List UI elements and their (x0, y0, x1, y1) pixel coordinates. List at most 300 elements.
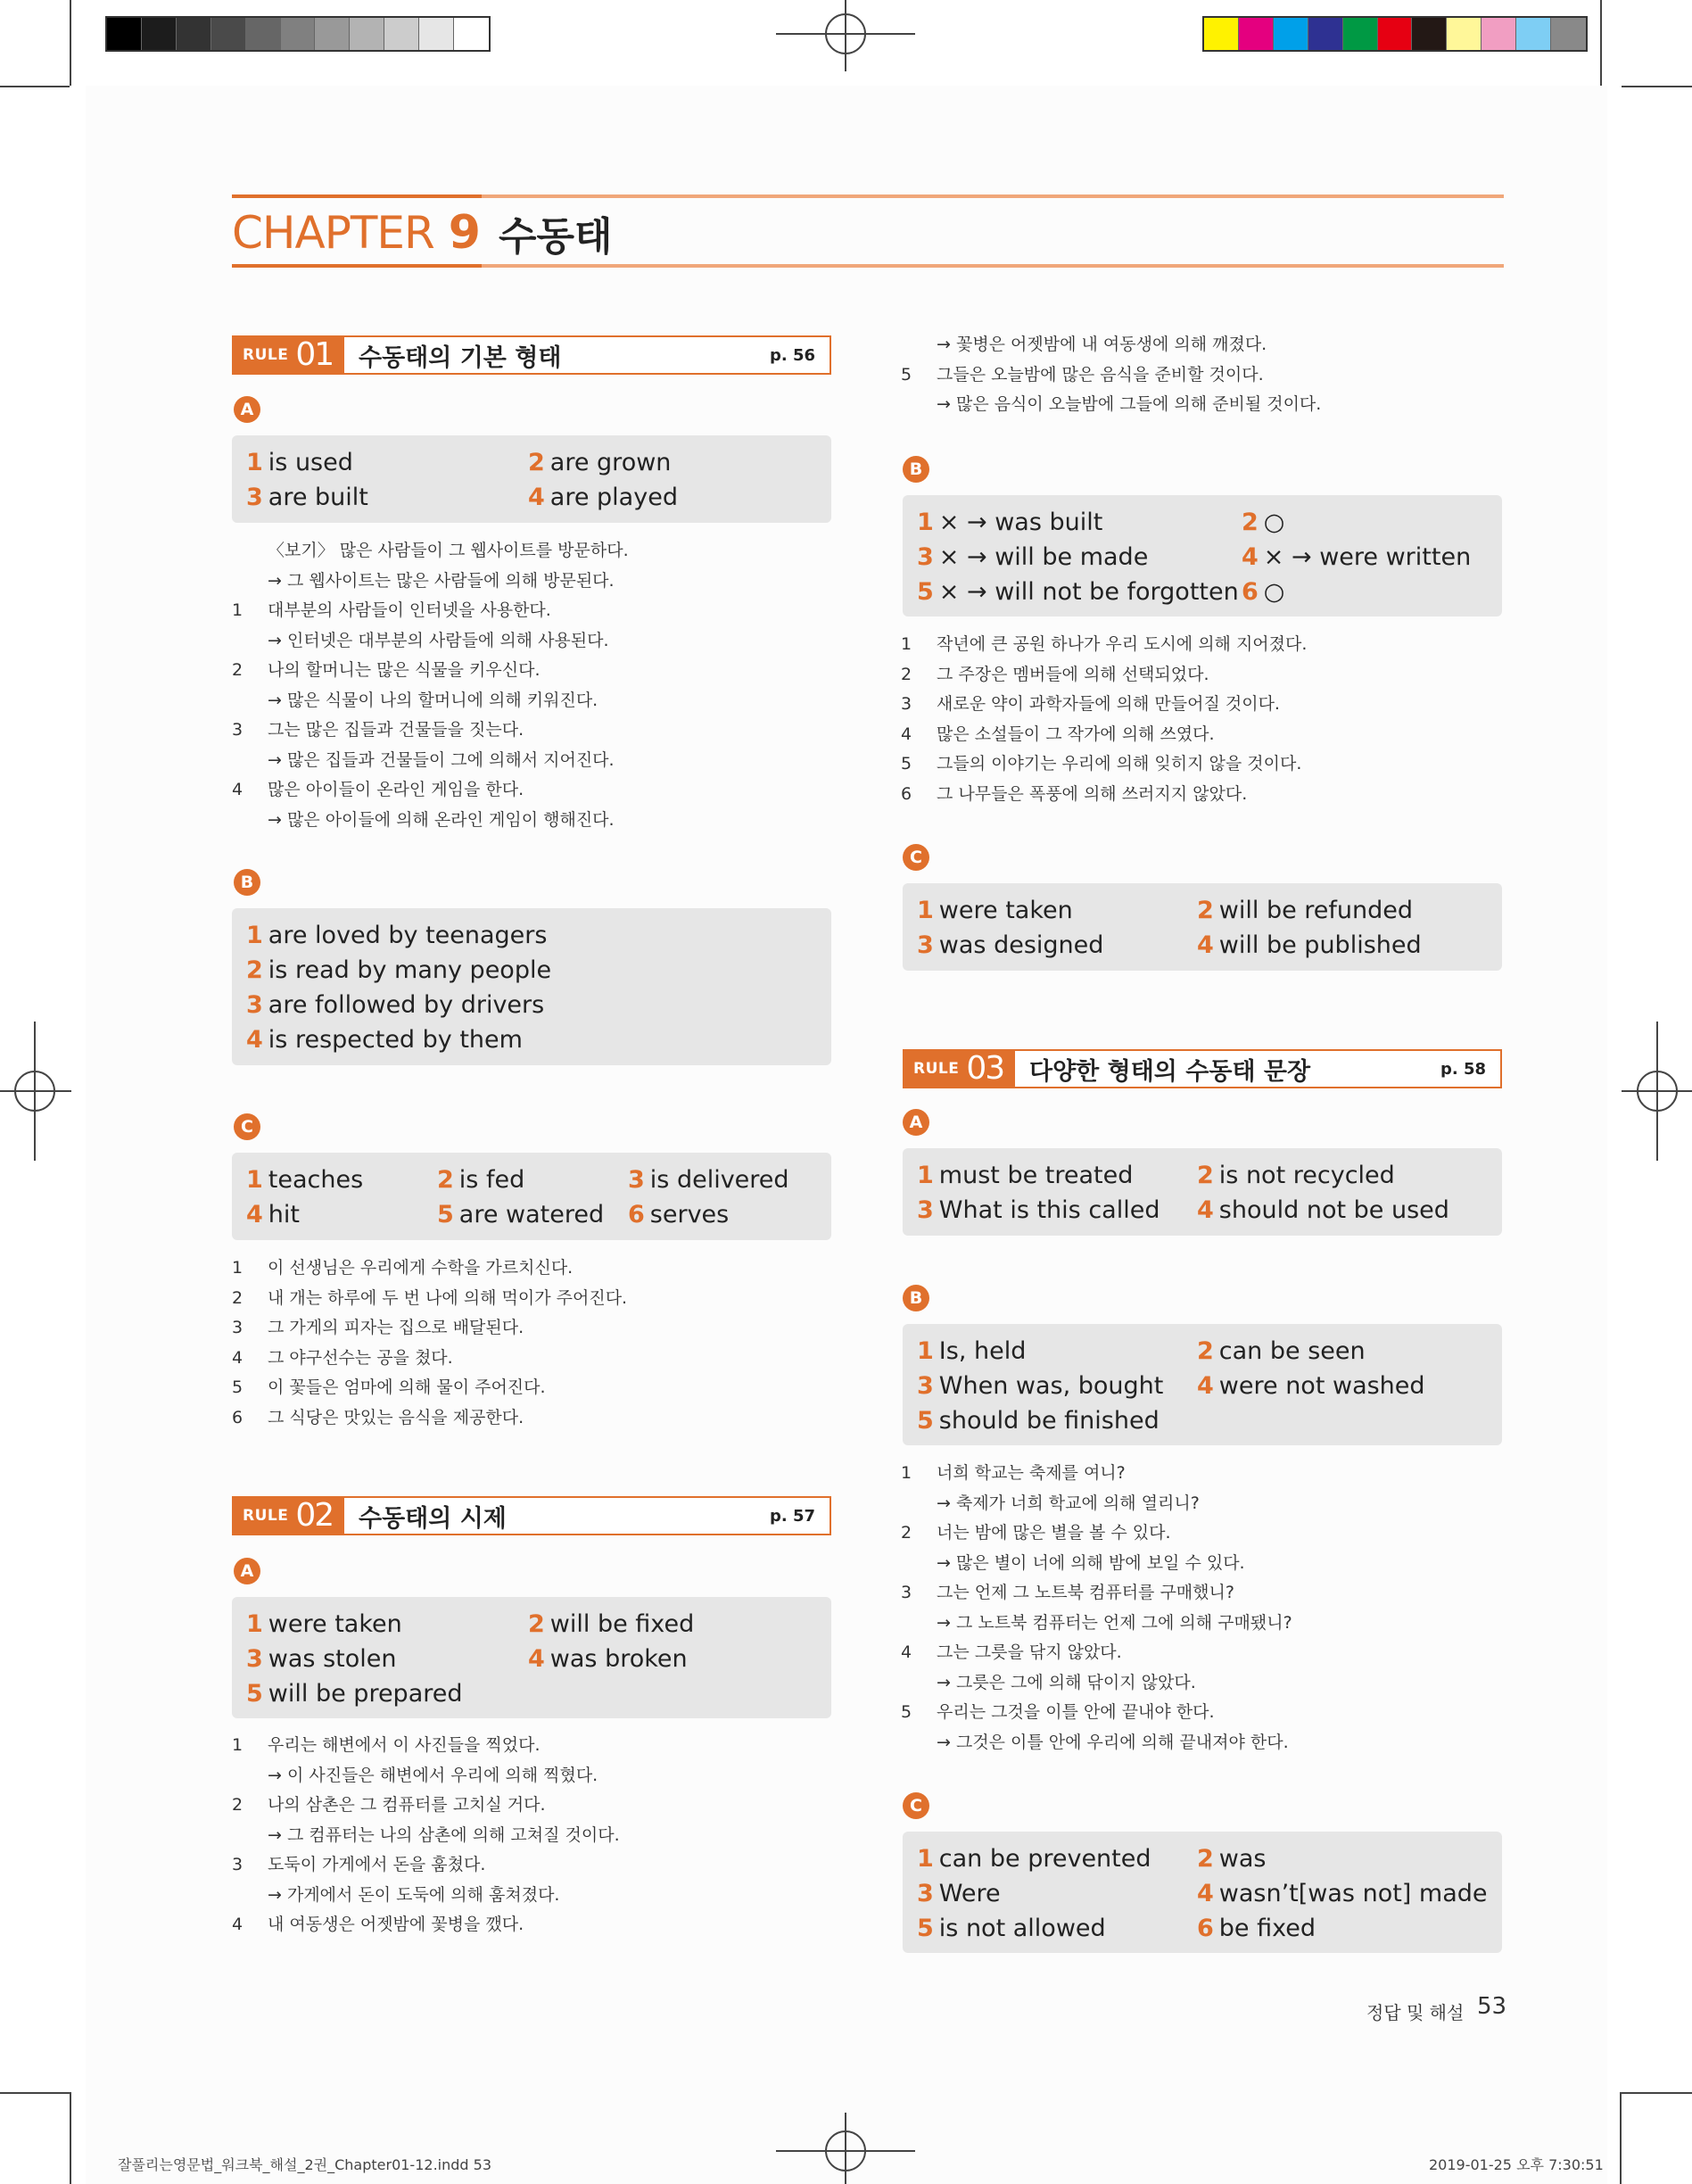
explanation-number (901, 1489, 937, 1519)
answer-grid (246, 1609, 817, 1708)
explanation-text: → 이 사진들은 해변에서 우리에 의해 찍혔다. (268, 1765, 598, 1785)
answer-number: 3 (917, 1880, 934, 1907)
answer-number: 4 (246, 1201, 263, 1228)
explanation-text: → 그 노트북 컴퓨터는 언제 그에 의해 구매됐니? (937, 1612, 1292, 1633)
explanation-row (232, 567, 629, 597)
explanation-row (232, 536, 629, 567)
answer-box (903, 883, 1502, 971)
explanation-text: 그는 언제 그 노트북 컴퓨터를 구매했니? (937, 1583, 1234, 1602)
answer-number: 6 (628, 1201, 645, 1228)
explanation-row (901, 1489, 1292, 1519)
explanation-row (232, 1373, 627, 1403)
answer-item (528, 1644, 796, 1674)
answer-item (246, 921, 799, 950)
answer-text: was broken (549, 1645, 688, 1673)
explanation-text: 작년에 큰 공원 하나가 우리 도시에 의해 지어졌다. (937, 634, 1308, 654)
answer-number: 1 (917, 1845, 934, 1873)
answer-box (232, 435, 831, 523)
color-swatch (1378, 18, 1413, 50)
answer-text: is used (268, 449, 353, 476)
explanation-text: → 많은 집들과 건물들이 그에 의해서 지어진다. (268, 749, 615, 770)
answer-number: 5 (917, 1915, 934, 1942)
explanation-row (232, 1344, 627, 1374)
explanation-row (901, 1728, 1292, 1758)
page-number: 53 (1477, 1993, 1507, 2020)
explanation-list-continued (901, 330, 1321, 420)
answer-grid (917, 1336, 1488, 1435)
explanation-text: → 그 컴퓨터는 나의 삼촌에 의해 고쳐질 것이다. (268, 1824, 620, 1845)
answer-number: 3 (246, 484, 263, 511)
explanation-number: 5 (901, 1702, 912, 1722)
color-swatch (1274, 18, 1308, 50)
answer-text: will be fixed (549, 1610, 695, 1638)
chapter-title: 수동태 (498, 214, 613, 260)
answer-text: are played (549, 484, 678, 511)
answer-text: are loved by teenagers (268, 922, 548, 949)
explanation-number: 1 (232, 1735, 243, 1755)
answer-item (246, 1609, 528, 1639)
answer-text: When was, bought (938, 1372, 1164, 1400)
explanation-text: 이 꽃들은 엄마에 의해 물이 주어진다. (268, 1377, 546, 1397)
explanation-row (901, 1638, 1292, 1668)
answer-number: 4 (1197, 931, 1214, 959)
explanation-text: 많은 소설들이 그 작가에 의해 쓰였다. (937, 724, 1215, 744)
section-badge-a: A (234, 396, 260, 423)
explanation-number: 4 (232, 1915, 243, 1934)
registration-mark-icon (825, 13, 866, 54)
crop-mark (1600, 0, 1602, 86)
answer-text: ○ (1263, 509, 1285, 536)
answer-item (246, 1200, 437, 1229)
answer-item (917, 931, 1197, 960)
explanation-row (901, 330, 1321, 360)
section-badge-b: B (903, 1285, 929, 1311)
answer-number: 4 (528, 484, 545, 511)
explanation-row (232, 1731, 620, 1761)
explanation-text: → 가게에서 돈이 도둑에 의해 훔쳐졌다. (268, 1884, 560, 1905)
explanation-row (232, 806, 629, 836)
answer-grid (246, 1165, 817, 1229)
answer-number: 4 (1197, 1196, 1214, 1224)
explanation-number: 2 (901, 1523, 912, 1543)
crop-mark (0, 2092, 70, 2094)
rule-label: RULE (243, 1507, 289, 1525)
crop-mark (0, 86, 70, 87)
rule-label: RULE (913, 1060, 960, 1078)
explanation-number (232, 806, 268, 836)
explanation-number (901, 390, 937, 420)
answer-number: 2 (1242, 509, 1259, 536)
answer-number: 4 (1242, 543, 1259, 571)
explanation-row (232, 1761, 620, 1791)
explanation-text: → 꽃병은 어젯밤에 내 여동생에 의해 깨졌다. (937, 335, 1267, 354)
answer-text: must be treated (938, 1162, 1134, 1189)
rule-number: 01 (295, 336, 334, 373)
explanation-number (232, 567, 268, 597)
explanation-text: → 많은 식물이 나의 할머니에 의해 키워진다. (268, 690, 598, 710)
answer-text: was designed (938, 931, 1104, 959)
explanation-row (901, 780, 1307, 810)
rule-page-ref: p. 57 (769, 1506, 815, 1526)
explanation-text: 그 야구선수는 공을 쳤다. (268, 1347, 453, 1368)
answer-text: Is, held (938, 1337, 1027, 1365)
answer-item (1197, 1161, 1465, 1190)
answer-text: was stolen (268, 1645, 397, 1673)
color-swatch (1239, 18, 1274, 50)
section-badge-c: C (903, 1792, 929, 1819)
explanation-number (232, 1821, 268, 1851)
explanation-list (901, 630, 1307, 809)
crop-mark (1622, 86, 1692, 87)
explanation-number (901, 1609, 937, 1639)
explanation-number (232, 626, 268, 657)
explanation-row (901, 630, 1307, 660)
answer-box (232, 1597, 831, 1718)
answer-text: hit (268, 1201, 300, 1228)
rule-page-ref: p. 56 (769, 345, 815, 365)
gray-swatch (281, 18, 316, 50)
answer-item (1242, 508, 1473, 537)
explanation-text: 〈보기〉 많은 사람들이 그 웹사이트를 방문하다. (268, 541, 629, 560)
explanation-text: 그는 그릇을 닦지 않았다. (937, 1642, 1122, 1662)
answer-number: 5 (246, 1680, 263, 1708)
answer-grid (246, 448, 817, 512)
answer-box (232, 1153, 831, 1240)
answer-text: ○ (1263, 578, 1285, 606)
explanation-number: 3 (901, 694, 912, 714)
explanation-number: 4 (901, 724, 912, 744)
gray-swatch (315, 18, 350, 50)
rule-tag (234, 337, 344, 373)
rule-title: 수동태의 기본 형태 (359, 343, 562, 372)
registration-mark-icon (14, 1071, 55, 1112)
explanation-text: → 그것은 이틀 안에 우리에 의해 끝내져야 한다. (937, 1732, 1289, 1752)
explanation-text: → 인터넷은 대부분의 사람들에 의해 사용된다. (268, 630, 609, 650)
answer-grid (917, 896, 1488, 960)
color-swatch (1516, 18, 1551, 50)
section-badge-a: A (903, 1109, 929, 1136)
explanation-row (901, 1518, 1292, 1549)
answer-text: are followed by drivers (268, 991, 545, 1019)
explanation-list (901, 1459, 1292, 1758)
color-swatch (1308, 18, 1343, 50)
rule-tag (234, 1498, 344, 1534)
explanation-number (232, 536, 268, 567)
grayscale-calibration-bar (105, 16, 491, 52)
explanation-text: 도둑이 가게에서 돈을 훔쳤다. (268, 1855, 486, 1874)
answer-number: 2 (528, 449, 545, 476)
answer-number: 3 (917, 1372, 934, 1400)
color-swatch (1551, 18, 1586, 50)
explanation-row (901, 660, 1307, 691)
answer-item (917, 1371, 1197, 1401)
explanation-list (232, 536, 629, 835)
explanation-text: 내 여동생은 어젯밤에 꽃병을 깼다. (268, 1915, 524, 1934)
crop-mark (70, 0, 71, 86)
answer-number: 3 (917, 1196, 934, 1224)
chapter-heading (232, 198, 612, 268)
explanation-text: 그 가게의 피자는 집으로 배달된다. (268, 1318, 524, 1337)
registration-mark-icon (1637, 1071, 1678, 1112)
answer-item (1197, 1336, 1465, 1366)
answer-number: 1 (246, 449, 263, 476)
answer-text: wasn’t[was not] made (1218, 1880, 1488, 1907)
explanation-number: 3 (901, 1583, 912, 1602)
answer-text: was (1218, 1845, 1267, 1873)
explanation-number: 2 (232, 1795, 243, 1815)
answer-item (917, 1195, 1197, 1225)
answer-number: 1 (917, 1162, 934, 1189)
explanation-number: 3 (232, 1855, 243, 1874)
explanation-text: 너는 밤에 많은 별을 볼 수 있다. (937, 1523, 1171, 1543)
answer-text: are watered (458, 1201, 605, 1228)
answer-item (528, 448, 796, 477)
explanation-row (232, 1881, 620, 1911)
explanation-number: 3 (232, 720, 243, 740)
explanation-text: 그 나무들은 폭풍에 의해 쓰러지지 않았다. (937, 783, 1248, 804)
explanation-row (232, 686, 629, 716)
answer-text: will be prepared (268, 1680, 463, 1708)
chapter-word: CHAPTER (232, 207, 434, 259)
explanation-list (232, 1253, 627, 1433)
answer-number: 5 (437, 1201, 454, 1228)
answer-number: 2 (1197, 1337, 1214, 1365)
answer-item (1197, 931, 1465, 960)
answer-item (1197, 1371, 1465, 1401)
answer-item (437, 1165, 628, 1195)
explanation-row (232, 1910, 620, 1940)
explanation-text: 그 주장은 멤버들에 의해 선택되었다. (937, 664, 1209, 684)
slug-file-name: 잘풀리는영문법_워크북_해설_2권_Chapter01-12.indd 53 (118, 2156, 491, 2173)
answer-grid (917, 1161, 1488, 1225)
explanation-text: 나의 삼촌은 그 컴퓨터를 고치실 거다. (268, 1795, 546, 1815)
answer-item (246, 1679, 528, 1708)
explanation-list (232, 1731, 620, 1940)
answer-box (903, 1832, 1502, 1953)
explanation-number: 6 (232, 1407, 243, 1427)
answer-item (246, 483, 528, 512)
rule-tag (904, 1051, 1015, 1087)
answer-number: 3 (917, 931, 934, 959)
explanation-row (232, 656, 629, 686)
answer-item (917, 1879, 1197, 1908)
answer-number: 1 (917, 1337, 934, 1365)
answer-box (903, 1324, 1502, 1445)
answer-item (246, 990, 799, 1020)
answer-text: will be refunded (1218, 897, 1414, 924)
rule-02-header (232, 1496, 831, 1535)
explanation-number (901, 1549, 937, 1579)
answer-box (903, 1148, 1502, 1236)
answer-box (232, 908, 831, 1065)
answer-item (917, 1914, 1197, 1943)
answer-item (917, 1336, 1197, 1366)
gray-swatch (350, 18, 384, 50)
answer-number: 6 (1242, 578, 1259, 606)
explanation-text: 대부분의 사람들이 인터넷을 사용한다. (268, 600, 551, 620)
explanation-row (901, 1668, 1292, 1699)
answer-number: 2 (1197, 897, 1214, 924)
answer-grid (246, 921, 817, 1055)
explanation-text: 내 개는 하루에 두 번 나에 의해 먹이가 주어진다. (268, 1287, 628, 1308)
answer-text: will be published (1218, 931, 1422, 959)
answer-number: 1 (246, 1166, 263, 1194)
explanation-number: 2 (232, 1287, 243, 1308)
answer-item (246, 448, 528, 477)
answer-item (1242, 542, 1473, 572)
answer-text: are grown (549, 449, 672, 476)
explanation-number: 6 (901, 783, 912, 804)
answer-number: 4 (1197, 1372, 1214, 1400)
chapter-number: 9 (448, 206, 481, 260)
answer-text: were not washed (1218, 1372, 1425, 1400)
answer-text: can be seen (1218, 1337, 1366, 1365)
explanation-number (901, 1728, 937, 1758)
answer-text: are built (268, 484, 368, 511)
explanation-number (901, 330, 937, 360)
answer-item (246, 956, 799, 985)
answer-text: be fixed (1218, 1915, 1316, 1942)
explanation-text: → 많은 아이들에 의해 온라인 게임이 행해진다. (268, 809, 615, 830)
registration-mark-icon (825, 2130, 866, 2172)
answer-text: should be finished (938, 1407, 1160, 1435)
explanation-number: 5 (232, 1377, 243, 1397)
answer-text: What is this called (938, 1196, 1160, 1224)
answer-item (437, 1200, 628, 1229)
answer-grid (917, 508, 1488, 607)
gray-swatch (107, 18, 142, 50)
explanation-row (901, 690, 1307, 720)
color-swatch (1447, 18, 1482, 50)
footer-section-label: 정답 및 해설 (1366, 2002, 1465, 2023)
explanation-number (232, 686, 268, 716)
answer-item (1197, 896, 1465, 925)
answer-number: 2 (437, 1166, 454, 1194)
answer-item (917, 577, 1242, 607)
answer-box (903, 495, 1502, 616)
answer-item (528, 483, 796, 512)
answer-item (917, 1406, 1197, 1435)
explanation-row (901, 1578, 1292, 1609)
explanation-text: 우리는 그것을 이틀 안에 끝내야 한다. (937, 1702, 1215, 1722)
answer-text: Were (938, 1880, 1001, 1907)
explanation-text: 그들의 이야기는 우리에 의해 잊히지 않을 것이다. (937, 754, 1302, 774)
gray-swatch (142, 18, 177, 50)
explanation-number: 2 (901, 664, 912, 684)
answer-number: 1 (246, 922, 263, 949)
explanation-row (232, 1284, 627, 1314)
crop-mark (70, 2092, 71, 2184)
explanation-text: 그들은 오늘밤에 많은 음식을 준비할 것이다. (937, 364, 1264, 385)
explanation-number: 3 (232, 1318, 243, 1337)
explanation-number (232, 1761, 268, 1791)
rule-label: RULE (243, 346, 289, 364)
gray-swatch (177, 18, 211, 50)
color-calibration-bar (1202, 16, 1588, 52)
answer-number: 3 (628, 1166, 645, 1194)
explanation-row (232, 775, 629, 806)
explanation-row (232, 1791, 620, 1821)
color-swatch (1412, 18, 1447, 50)
answer-text: can be prevented (938, 1845, 1151, 1873)
answer-number: 4 (1197, 1880, 1214, 1907)
explanation-text: → 축제가 너희 학교에 의해 열리니? (937, 1493, 1200, 1513)
explanation-text: 많은 아이들이 온라인 게임을 한다. (268, 780, 524, 799)
explanation-row (901, 1698, 1292, 1728)
explanation-number: 4 (901, 1642, 912, 1662)
explanation-row (232, 1313, 627, 1344)
answer-number: 1 (246, 1610, 263, 1638)
crop-mark (1620, 2092, 1622, 2184)
answer-grid (917, 1844, 1488, 1943)
answer-number: 4 (246, 1026, 263, 1054)
explanation-row (232, 1403, 627, 1434)
answer-number: 3 (246, 991, 263, 1019)
explanation-row (232, 1821, 620, 1851)
answer-item (917, 542, 1242, 572)
explanation-row (232, 746, 629, 776)
answer-item (917, 1844, 1197, 1874)
explanation-row (901, 390, 1321, 420)
explanation-row (232, 716, 629, 746)
gray-swatch (384, 18, 419, 50)
answer-text: is not allowed (938, 1915, 1106, 1942)
explanation-row (232, 596, 629, 626)
explanation-row (901, 1609, 1292, 1639)
answer-text: is read by many people (268, 956, 552, 984)
explanation-text: 그는 많은 집들과 건물들을 짓는다. (268, 720, 524, 740)
rule-title: 수동태의 시제 (359, 1504, 507, 1533)
answer-text: is fed (458, 1166, 525, 1194)
explanation-number (901, 1668, 937, 1699)
answer-text: should not be used (1218, 1196, 1449, 1224)
answer-number: 2 (1197, 1845, 1214, 1873)
explanation-row (901, 720, 1307, 750)
explanation-row (901, 1459, 1292, 1489)
answer-text: × → were written (1263, 543, 1472, 571)
explanation-row (901, 360, 1321, 391)
answer-number: 2 (528, 1610, 545, 1638)
answer-item (246, 1025, 799, 1055)
color-swatch (1343, 18, 1378, 50)
answer-item (246, 1644, 528, 1674)
answer-text: teaches (268, 1166, 364, 1194)
answer-number: 6 (1197, 1915, 1214, 1942)
gray-swatch (454, 18, 489, 50)
explanation-text: 나의 할머니는 많은 식물을 키우신다. (268, 660, 541, 680)
answer-item (917, 896, 1197, 925)
explanation-row (232, 1253, 627, 1284)
explanation-row (901, 749, 1307, 780)
answer-text: is respected by them (268, 1026, 523, 1054)
explanation-number: 2 (232, 660, 243, 680)
section-badge-c: C (234, 1113, 260, 1140)
answer-item (1242, 577, 1473, 607)
explanation-number (232, 746, 268, 776)
answer-item (628, 1165, 806, 1195)
rule-title: 다양한 형태의 수동태 문장 (1029, 1057, 1311, 1086)
gray-swatch (211, 18, 246, 50)
answer-text: × → will be made (938, 543, 1149, 571)
explanation-number: 1 (232, 600, 243, 620)
answer-text: is delivered (649, 1166, 789, 1194)
answer-number: 3 (917, 543, 934, 571)
rule-number: 03 (966, 1050, 1004, 1087)
crop-mark (1622, 2092, 1692, 2094)
answer-number: 5 (917, 1407, 934, 1435)
explanation-text: → 그 웹사이트는 많은 사람들에 의해 방문된다. (268, 570, 615, 591)
answer-text: × → will not be forgotten (938, 578, 1239, 606)
